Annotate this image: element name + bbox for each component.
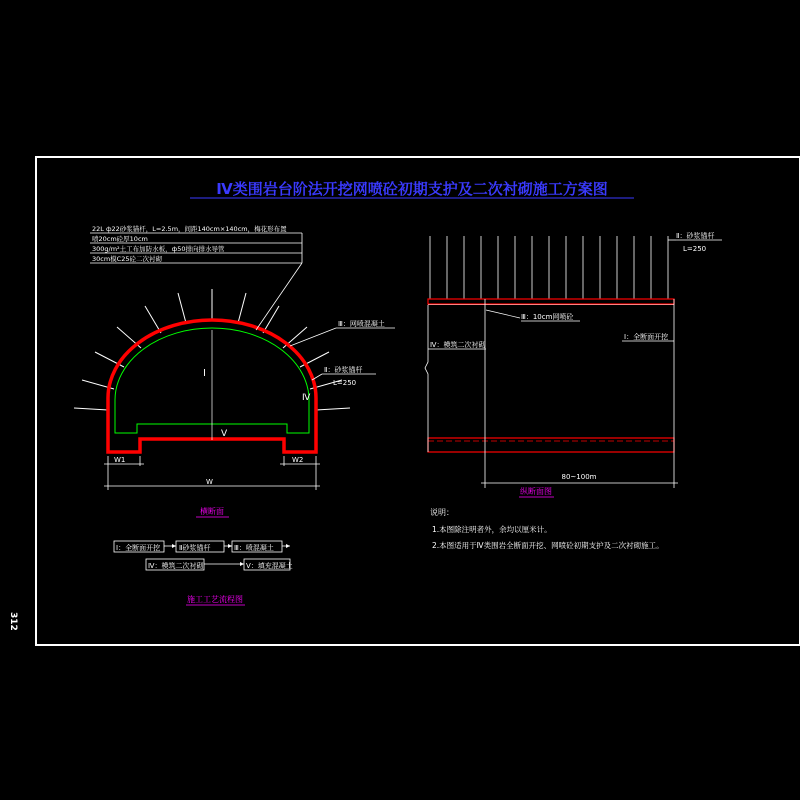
zone-1-label: Ⅰ [203, 368, 206, 379]
process-flow [114, 541, 293, 605]
dim-w: W [206, 478, 213, 486]
ls-bolt-label: Ⅱ：砂浆锚杆 [676, 232, 715, 240]
cross-section [74, 224, 395, 517]
bolt-callout: Ⅱ：砂浆锚杆 [324, 366, 363, 374]
legend-line-3: 300g/m²土工布加防水板，ф50排向排水导管 [92, 245, 225, 253]
long-section-bolts [430, 236, 668, 299]
process-flow-caption: 施工工艺流程图 [187, 595, 243, 604]
ls-top-shotcrete [428, 299, 674, 304]
ls-distance: 80~100m [561, 473, 597, 481]
dim-w1: W1 [114, 456, 126, 464]
bolt-length-callout: L=250 [333, 379, 357, 387]
ls-invert [428, 438, 674, 452]
legend-line-1: 22L ф22砂浆锚杆，L=2.5m，间距140cm×140cm，梅花形布置 [92, 225, 287, 233]
dim-w2: W2 [292, 456, 304, 464]
flow-step-2-label: Ⅱ砂浆锚杆 [179, 544, 211, 552]
note-2: 2.本图适用于Ⅳ类围岩全断面开挖、网喷砼初期支护及二次衬砌施工。 [432, 541, 664, 550]
flow-step-3-label: Ⅲ：喷混凝土 [234, 544, 274, 552]
legend-line-2: 喷20cm砼厚10cm [92, 235, 148, 243]
zone-4-label: Ⅳ [302, 393, 311, 403]
notes-heading: 说明： [430, 508, 454, 517]
notes [430, 507, 664, 550]
flow-step-5-label: Ⅴ：填充混凝土 [246, 562, 293, 570]
flow-step-4-label: Ⅳ：模筑二次衬砌 [148, 562, 204, 570]
ls-lining-label: Ⅳ：模筑二次衬砌 [430, 341, 486, 349]
cross-section-legend [90, 224, 302, 330]
zone-5-label: Ⅴ [221, 429, 228, 439]
legend-line-4: 30cm模C25砼二次衬砌 [92, 255, 162, 263]
note-1: 1.本图除注明者外，余均以厘米计。 [432, 525, 552, 534]
flow-step-1-label: Ⅰ：全断面开挖 [116, 544, 161, 552]
page-number: 312 [8, 612, 18, 631]
ls-full-face-label: Ⅰ：全断面开挖 [624, 333, 669, 341]
long-section [425, 231, 722, 497]
ls-bolt-length: L=250 [683, 245, 707, 253]
cross-section-caption: 横断面 [200, 507, 224, 516]
ls-dimension [481, 456, 678, 488]
shotcrete-callout: Ⅲ：网喷混凝土 [338, 320, 385, 328]
ls-shotcrete-label: Ⅲ：10cm网喷砼 [521, 313, 574, 321]
drawing-title: Ⅳ类围岩台阶法开挖网喷砼初期支护及二次衬砌施工方案图 [216, 180, 608, 198]
long-section-caption: 纵断面图 [520, 487, 552, 496]
